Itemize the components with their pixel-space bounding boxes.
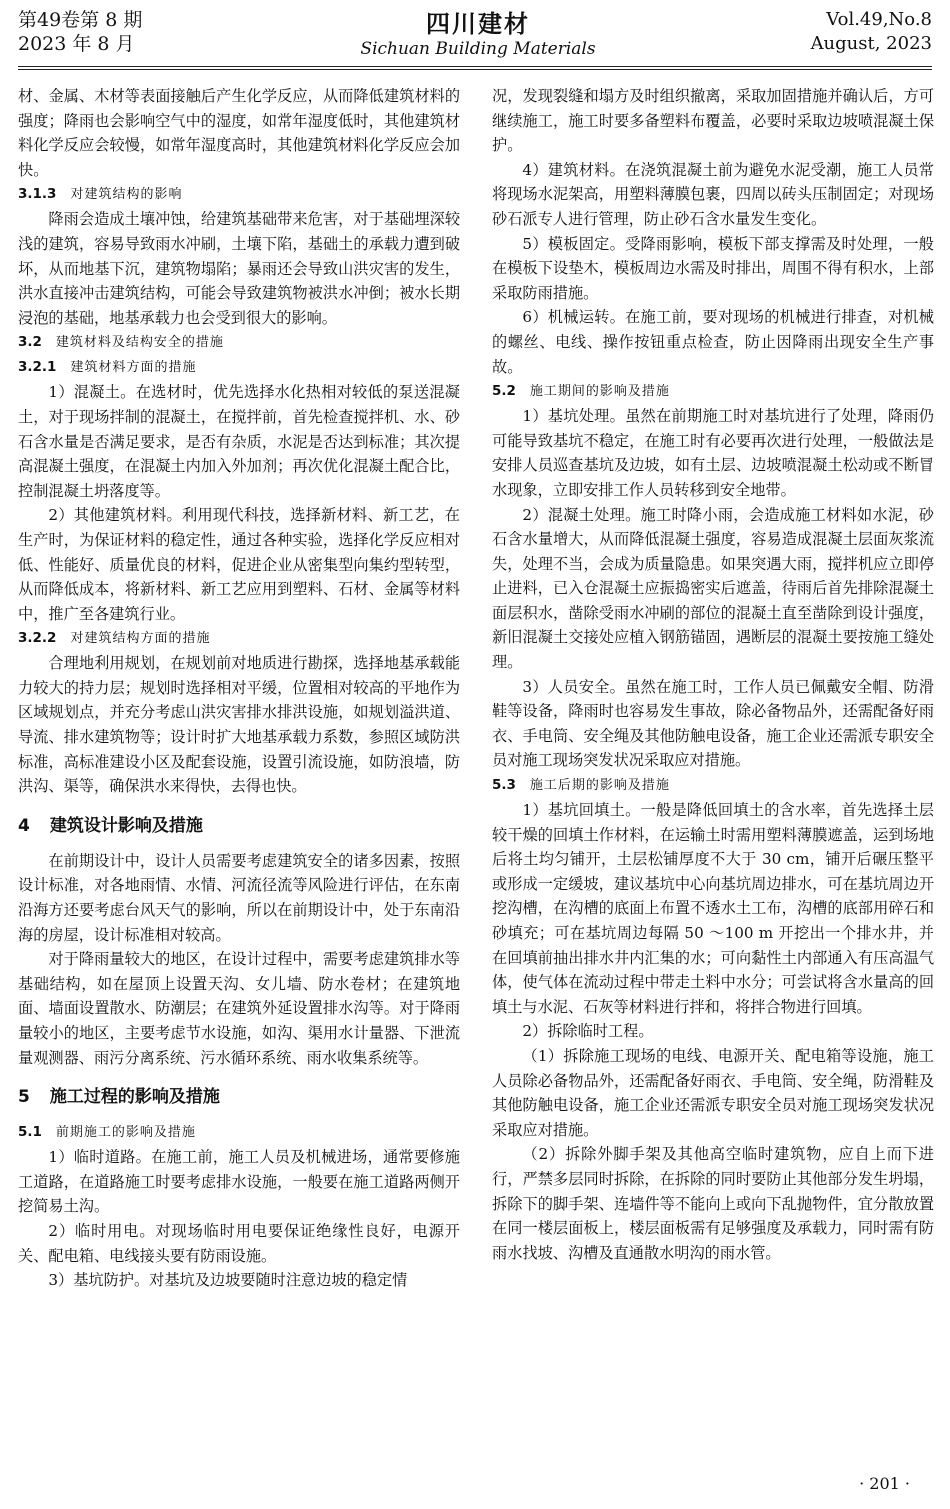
right-column <box>492 84 934 1265</box>
header-rule <box>18 66 932 67</box>
section-heading-3-2-2: 3.2.2 对建筑结构方面的措施 <box>18 630 211 647</box>
paragraph: 降雨会造成土壤冲蚀，给建筑基础带来危害，对于基础埋深较浅的建筑，容易导致雨水冲刷，土壤下陷，基础土的承载力遭到破坏，从而地基下沉，建筑物塌陷；暴雨还会导致山洪灾害的发生，洪水直接冲击建筑结构，可能会导致建筑物被洪水冲倒；被水长期浸泡的基础，地基承载力也会受到很大的影响。 <box>18 210 460 327</box>
volume-en: Vol.49,No.8 <box>826 9 932 30</box>
issue-info-cn <box>18 8 142 56</box>
paragraph: 3）人员安全。虽然在施工时，工作人员已佩戴安全帽、防滑鞋等设备，降雨时也容易发生事故，除必备物品外，还需配备好雨衣、手电筒、安全绳及其他防触电设备，施工企业还需派专职安全员对施工现场突发状况采取应对措施。 <box>492 677 934 770</box>
section-heading-3-2: 3.2 建筑材料及结构安全的措施 <box>18 334 224 351</box>
paragraph: 3）基坑防护。对基坑及边坡要随时注意边坡的稳定情 <box>48 1271 408 1290</box>
section-heading-5: 5 施工过程的影响及措施 <box>18 1087 220 1108</box>
paragraph: 1）混凝土。在选材时，优先选择水化热相对较低的泵送混凝土，对于现场拌制的混凝土，在搅拌前，首先检查搅拌机、水、砂石含水量是否满足要求，是否有杂质，水泥是否达到标准；其次提高混凝土强度，在混凝土内加入外加剂；再次优化混凝土配合比，控制混凝土坍落度等。 <box>18 383 460 500</box>
paragraph: 2）拆除临时工程。 <box>522 1022 654 1041</box>
paragraph: 2）混凝土处理。施工时降小雨，会造成施工材料如水泥，砂石含水量增大，从而降低混凝土强度，容易造成混凝土层面灰浆流失，处理不当，会成为质量隐患。如果突遇大雨，搅拌机应立即停止进料，已入仓混凝土应振捣密实后遮盖，待雨后首先排除混凝土面层积水，凿除受雨水冲刷的部位的混凝土直至凿除到设计强度，新旧混凝土交接处应植入钢筋锚固，遇断层的混凝土要按施工缝处理。 <box>492 505 934 672</box>
section-heading-5-3: 5.3 施工后期的影响及措施 <box>492 777 670 794</box>
paragraph: 在前期设计中，设计人员需要考虑建筑安全的诸多因素，按照设计标准，对各地雨情、水情、河流径流等风险进行评估，在东南沿海方还要考虑台风天气的影响，所以在前期设计中，处于东南沿海的房屋，设计标准相对较高。 <box>18 851 460 944</box>
paragraph: 1）临时道路。在施工前，施工人员及机械进场，通常要修施工道路，在道路施工时要考虑排水设施，一般要在施工道路两侧开挖简易土沟。 <box>18 1148 460 1216</box>
section-heading-3-2-1: 3.2.1 建筑材料方面的措施 <box>18 359 197 376</box>
section-heading-5-1: 5.1 前期施工的影响及措施 <box>18 1124 196 1141</box>
journal-logo: 四川建材 <box>426 9 530 38</box>
page-number: · 201 · <box>859 1474 910 1493</box>
paragraph: 材、金属、木材等表面接触后产生化学反应，从而降低建筑材料的强度；降雨也会影响空气中的湿度，如常年湿度低时，其他建筑材料化学反应会较慢，如常年湿度高时，其他建筑材料化学反应会加快。 <box>18 87 460 179</box>
page-header <box>18 8 932 66</box>
section-heading-5-2: 5.2 施工期间的影响及措施 <box>492 383 670 400</box>
left-column <box>18 84 460 1293</box>
section-heading-3-1-3: 3.1.3 对建筑结构的影响 <box>18 186 183 203</box>
paragraph: 2）临时用电。对现场临时用电要保证绝缘性良好，电源开关、配电箱、电线接头要有防雨设施。 <box>18 1221 460 1265</box>
issue-info-en <box>811 8 932 56</box>
date-cn: 2023 年 8 月 <box>18 33 135 55</box>
journal-name-en: Sichuan Building Materials <box>360 39 596 59</box>
header-rule-secondary <box>18 69 932 70</box>
paragraph: （2）拆除外脚手架及其他高空临时建筑物，应自上而下进行，严禁多层同时拆除，在拆除的同时要防止其他部分发生坍塌，拆除下的脚手架、连墙件等不能向上或向下乱抛物件，宜分散放置在同一楼层面板上，楼层面板需有足够强度及承载力，同时需有防雨水找坡、沟槽及直通散水明沟的雨水管。 <box>492 1145 934 1262</box>
volume-cn: 第49卷第 8 期 <box>18 9 143 31</box>
paragraph: 6）机械运转。在施工前，要对现场的机械进行排查，对机械的螺丝、电线、操作按钮重点检查，防止因降雨出现安全生产事故。 <box>492 308 934 376</box>
paragraph: 1）基坑回填土。一般是降低回填土的含水率，首先选择土层较干燥的回填土作材料，在运输土时需用塑料薄膜遮盖，运到场地后将土均匀铺开，土层松铺厚度不大于 30 cm，铺开后碾压整平或形成一定缓坡，建议基坑中心向基坑周边排水，可在基坑周边开挖沟槽，在沟槽的底面上布置不透水土工布，沟槽的底部用碎石和砂填充；可在基坑周边每隔 50 ～100 m 开挖出一个排水井，并在回填前抽出排水井内汇集的水；可向黏性土内部通入有压高温气体，使气体在流动过程中带走土料中水分；可尝试将含水量高的回填土与水泥、石灰等材料进行拌和，将拌合物进行回填。 <box>492 801 934 1016</box>
date-en: August, 2023 <box>810 33 932 54</box>
paragraph: 4）建筑材料。在浇筑混凝土前为避免水泥受潮，施工人员常将现场水泥架高，用塑料薄膜包裹，四周以砖头压制固定；对现场砂石派专人进行管理，防止砂石含水量发生变化。 <box>492 160 934 228</box>
journal-title <box>338 10 618 60</box>
paragraph: 合理地利用规划，在规划前对地质进行勘探，选择地基承载能力较大的持力层；规划时选择相对平缓，位置相对较高的平地作为区域规划点，并充分考虑山洪灾害排水排洪设施，如规划溢洪道、导流、排水建筑物等；设计时扩大地基承载力系数，参照区域防洪标准，高标准建设小区及配套设施，设置引流设施，如防浪墙，防洪沟、渠等，确保洪水来得快，去得也快。 <box>18 654 460 796</box>
section-heading-4: 4 建筑设计影响及措施 <box>18 815 203 836</box>
paragraph: 5）模板固定。受降雨影响，模板下部支撑需及时处理，一般在模板下设垫木，模板周边水需及时排出，周围不得有积水，上部采取防雨措施。 <box>492 234 934 302</box>
paragraph: 况，发现裂缝和塌方及时组织撤离，采取加固措施并确认后，方可继续施工，施工时要多备塑料布覆盖，必要时采取边坡喷混凝土保护。 <box>492 87 934 155</box>
paragraph: 1）基坑处理。虽然在前期施工时对基坑进行了处理，降雨仍可能导致基坑不稳定，在施工时有必要再次进行处理，一般做法是安排人员巡查基坑及边坡，如有土层、边坡喷混凝土松动或不断冒水现象，立即安排工作人员转移到安全地带。 <box>492 407 934 499</box>
paragraph: 2）其他建筑材料。利用现代科技，选择新材料、新工艺，在生产时，为保证材料的稳定性，通过各种实验，选择化学反应相对低、性能好、质量优良的材料，促进企业从密集型向集约型转型，从而降低成本，将新材料、新工艺应用到塑料、石材、金属等材料中，推广至各建筑行业。 <box>18 506 460 623</box>
paragraph: 对于降雨量较大的地区，在设计过程中，需要考虑建筑排水等基础结构，如在屋顶上设置天沟、女儿墙、防水卷材；在建筑地面、墙面设置散水、防潮层；在建筑外延设置排水沟等。对于降雨量较小的地区，主要考虑节水设施，如沟、渠用水计量器、下泄流量观测器、雨污分离系统、污水循环系统、雨水收集系统等。 <box>18 950 460 1067</box>
paragraph: （1）拆除施工现场的电线、电源开关、配电箱等设施，施工人员除必备物品外，还需配备好雨衣、手电筒、安全绳，防滑鞋及其他防触电设备，施工企业还需派专职安全员对施工现场突发状况采取应对措施。 <box>492 1046 934 1139</box>
